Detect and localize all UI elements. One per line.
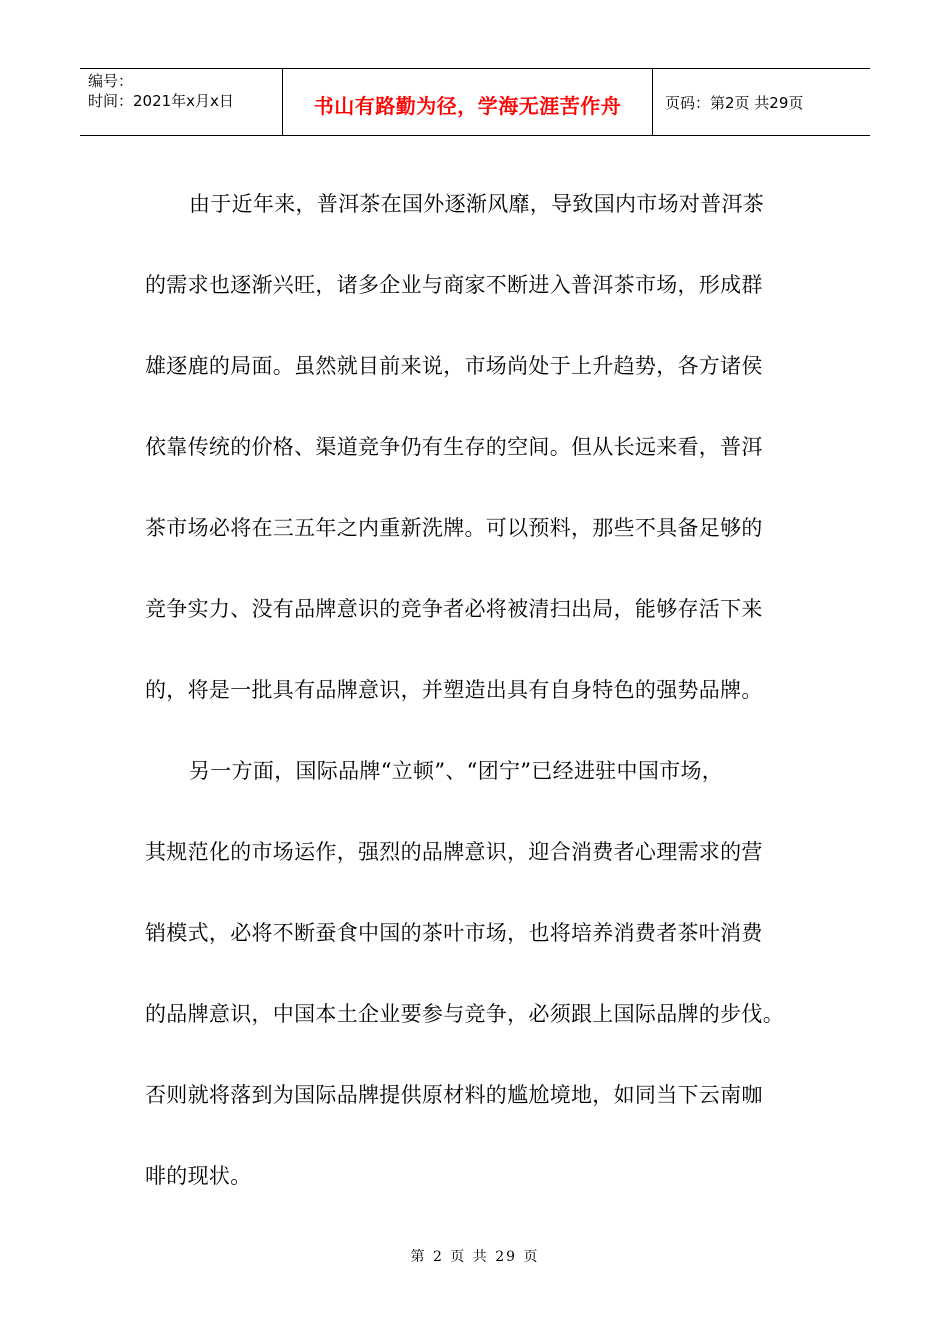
header-motto-cell: [283, 69, 653, 135]
text-line: 的品牌意识，中国本土企业要参与竞争，必须跟上国际品牌的步伐。: [145, 1002, 784, 1026]
text-line: 由于近年来，普洱茶在国外逐渐风靡，导致国内市场对普洱茶: [189, 192, 765, 216]
text-line: 的需求也逐渐兴旺，诸多企业与商家不断进入普洱茶市场，形成群: [145, 273, 763, 297]
header-meta: [80, 69, 283, 135]
text-line: 另一方面，国际品牌“立顿”、“团宁”已经进驻中国市场，: [189, 759, 724, 783]
text-line: 竞争实力、没有品牌意识的竞争者必将被清扫出局，能够存活下来: [145, 597, 763, 621]
time-label: 时间：2021年x月x日: [88, 92, 234, 110]
text-line: 其规范化的市场运作，强烈的品牌意识，迎合消费者心理需求的营: [145, 840, 763, 864]
page-footer: 第 2 页 共 29 页: [410, 1249, 540, 1265]
text-line: 的，将是一批具有品牌意识，并塑造出具有自身特色的强势品牌。: [145, 678, 763, 702]
document-header: [80, 68, 870, 136]
page-info: 页码：第2页 共29页: [665, 93, 804, 112]
text-line: 依靠传统的价格、渠道竞争仍有生存的空间。但从长远来看，普洱: [145, 435, 763, 459]
paragraph-1: [145, 164, 805, 731]
header-page-cell: [653, 69, 870, 135]
number-label: 编号：: [88, 72, 134, 90]
text-line: 茶市场必将在三五年之内重新洗牌。可以预料，那些不具备足够的: [145, 516, 763, 540]
paragraph-2: [145, 731, 805, 1217]
text-line: 否则就将落到为国际品牌提供原材料的尴尬境地，如同当下云南咖: [145, 1083, 763, 1107]
text-line: 销模式，必将不断蚕食中国的茶叶市场，也将培养消费者茶叶消费: [145, 921, 763, 945]
text-line: 雄逐鹿的局面。虽然就目前来说，市场尚处于上升趋势，各方诸侯: [145, 354, 763, 378]
document-body: [145, 164, 805, 1217]
motto-text: 书山有路勤为径，学海无涯苦作舟: [313, 93, 622, 118]
text-line: 啡的现状。: [145, 1164, 252, 1188]
